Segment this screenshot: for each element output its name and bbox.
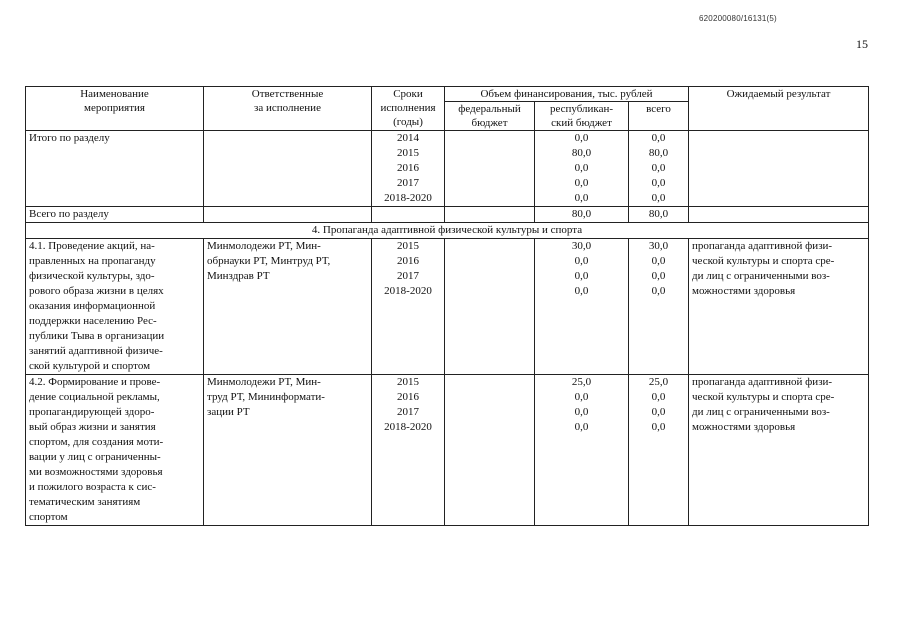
header-result: Ожидаемый результат xyxy=(689,87,869,131)
cell-republic: 80,0 xyxy=(535,207,629,223)
table-header xyxy=(26,87,869,131)
cell-responsible: Минмолодежи РТ, Мин- обрнауки РТ, Минтруд РТ, Минздрав РТ xyxy=(204,239,372,375)
section-title-row xyxy=(26,223,869,239)
cell-total: 0,0 80,0 0,0 0,0 0,0 xyxy=(629,131,689,207)
activities-table xyxy=(25,86,869,526)
cell-responsible xyxy=(204,207,372,223)
cell-total: 25,0 0,0 0,0 0,0 xyxy=(629,375,689,526)
cell-name: Всего по разделу xyxy=(26,207,204,223)
header-funding-group: Объем финансирования, тыс. рублей xyxy=(445,87,689,102)
cell-years xyxy=(372,207,445,223)
header-name: Наименование мероприятия xyxy=(26,87,204,131)
header-terms: Сроки исполнения (годы) xyxy=(372,87,445,131)
cell-republic: 0,0 80,0 0,0 0,0 0,0 xyxy=(535,131,629,207)
section-sum-row xyxy=(26,207,869,223)
cell-years: 2015 2016 2017 2018-2020 xyxy=(372,239,445,375)
cell-result xyxy=(689,207,869,223)
header-republic: республикан- ский бюджет xyxy=(535,102,629,131)
cell-federal xyxy=(445,375,535,526)
cell-name: 4.1. Проведение акций, на- правленных на пропаганду физической культуры, здо- рового образа жизни в целях оказания информационной поддержки населению Рес- публики Тыва в организации занятий адаптивной физиче- ской культурой и спортом xyxy=(26,239,204,375)
header-federal: федеральный бюджет xyxy=(445,102,535,131)
header-responsible: Ответственные за исполнение xyxy=(204,87,372,131)
cell-federal xyxy=(445,207,535,223)
cell-result xyxy=(689,131,869,207)
page-number: 15 xyxy=(856,37,868,51)
cell-result: пропаганда адаптивной физи- ческой культуры и спорта сре- ди лиц с ограниченными воз- можностями здоровья xyxy=(689,375,869,526)
cell-federal xyxy=(445,239,535,375)
header-total: всего xyxy=(629,102,689,131)
cell-years: 2015 2016 2017 2018-2020 xyxy=(372,375,445,526)
cell-republic: 30,0 0,0 0,0 0,0 xyxy=(535,239,629,375)
section-title: 4. Пропаганда адаптивной физической культуры и спорта xyxy=(26,223,869,239)
table-row xyxy=(26,239,869,375)
cell-responsible: Минмолодежи РТ, Мин- труд РТ, Мининформати- зации РТ xyxy=(204,375,372,526)
cell-result: пропаганда адаптивной физи- ческой культуры и спорта сре- ди лиц с ограниченными воз- можностями здоровья xyxy=(689,239,869,375)
cell-responsible xyxy=(204,131,372,207)
cell-name: 4.2. Формирование и прове- дение социальной рекламы, пропагандирующей здоро- вый образ жизни и занятия спортом, для создания моти- вации у лиц с ограниченны- ми возможностями здоровья и пожилого возраста к сис- тематическим занятиям спортом xyxy=(26,375,204,526)
cell-years: 2014 2015 2016 2017 2018-2020 xyxy=(372,131,445,207)
section-total-row xyxy=(26,131,869,207)
cell-total: 80,0 xyxy=(629,207,689,223)
cell-name: Итого по разделу xyxy=(26,131,204,207)
document-code: 620200080/16131(5) xyxy=(699,14,777,23)
cell-federal xyxy=(445,131,535,207)
table-row xyxy=(26,375,869,526)
cell-total: 30,0 0,0 0,0 0,0 xyxy=(629,239,689,375)
cell-republic: 25,0 0,0 0,0 0,0 xyxy=(535,375,629,526)
